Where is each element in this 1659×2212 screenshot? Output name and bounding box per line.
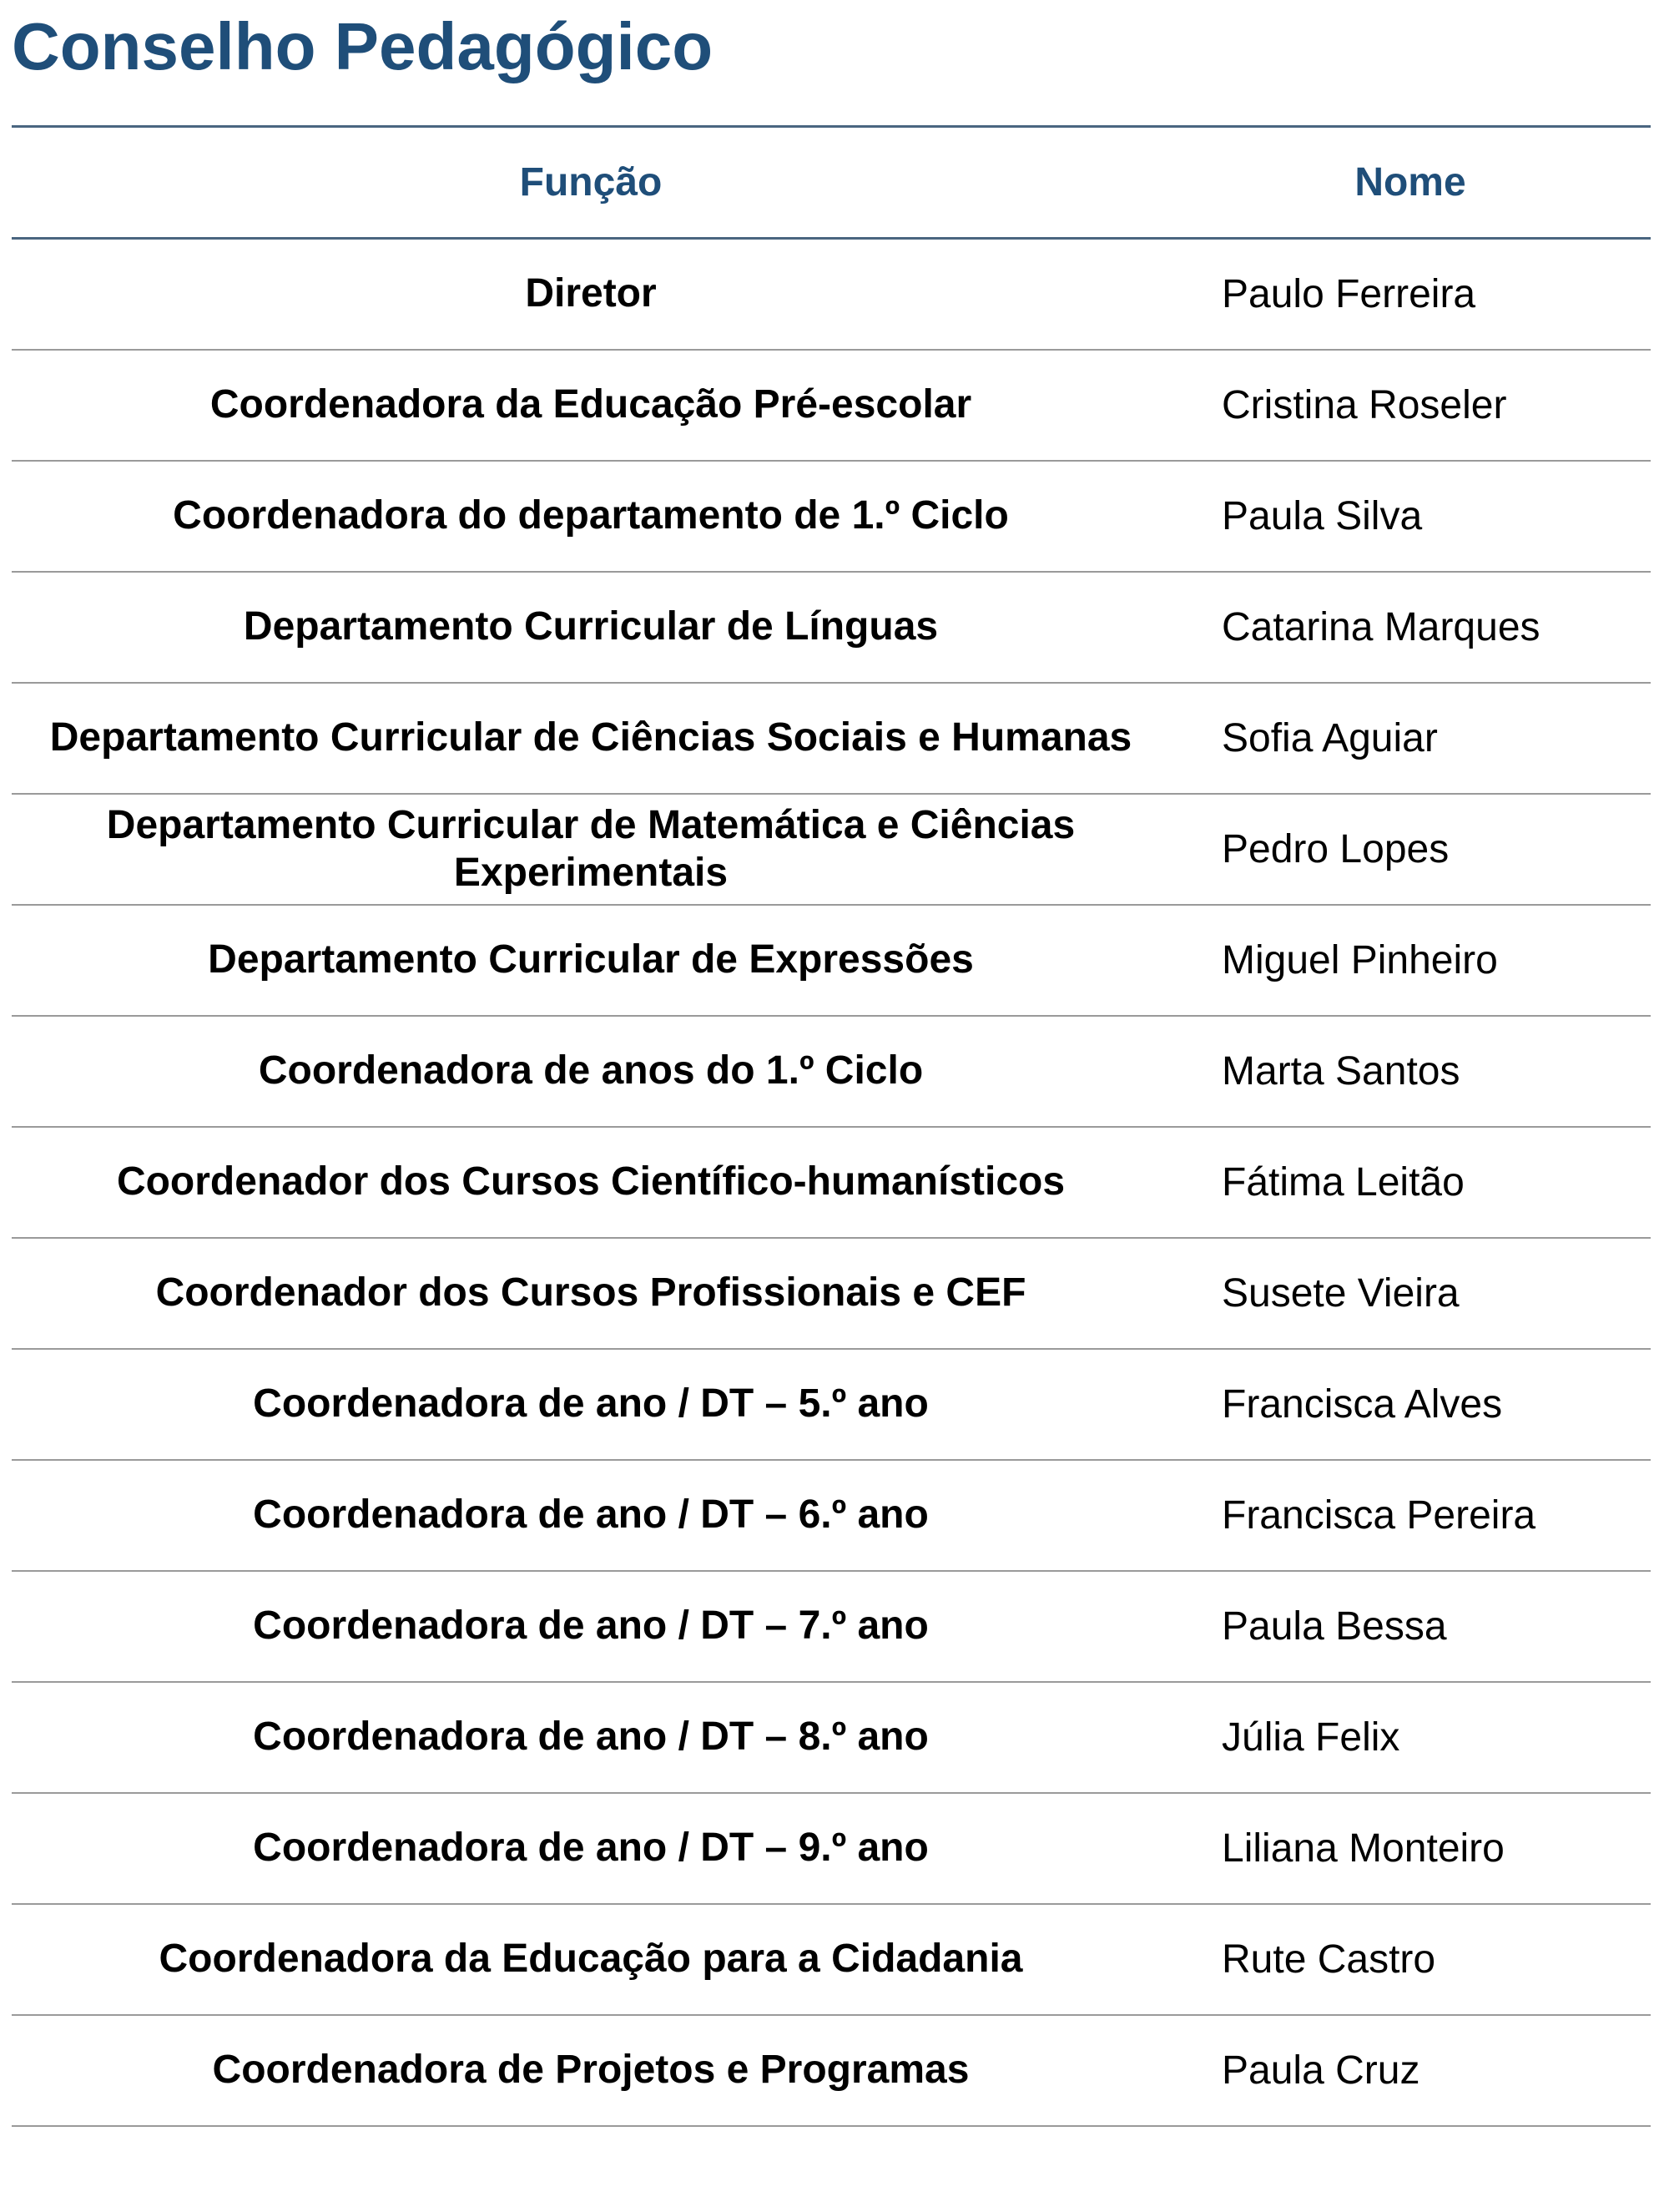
table-row [12, 1904, 1651, 2015]
row-nome: Júlia Felix [1170, 1682, 1651, 1793]
table-row [12, 2015, 1651, 2126]
column-header-nome: Nome [1170, 127, 1651, 239]
row-funcao: Coordenadora de ano / DT – 6.º ano [12, 1460, 1170, 1571]
table-row [12, 1682, 1651, 1793]
row-nome: Francisca Alves [1170, 1349, 1651, 1460]
row-nome: Catarina Marques [1170, 572, 1651, 683]
page-title: Conselho Pedagógico [12, 9, 714, 83]
row-funcao: Coordenadora de ano / DT – 7.º ano [12, 1571, 1170, 1682]
table-row [12, 1238, 1651, 1349]
row-funcao: Departamento Curricular de Línguas [12, 572, 1170, 683]
row-nome: Paula Silva [1170, 461, 1651, 572]
table-row [12, 683, 1651, 794]
table-row [12, 1460, 1651, 1571]
row-funcao: Coordenador dos Cursos Profissionais e CEF [12, 1238, 1170, 1349]
row-nome: Sofia Aguiar [1170, 683, 1651, 794]
row-nome: Paulo Ferreira [1170, 239, 1651, 351]
members-table-container [12, 125, 1651, 2127]
table-row [12, 905, 1651, 1016]
row-funcao: Coordenador dos Cursos Científico-humanísticos [12, 1127, 1170, 1238]
table-header-row [12, 127, 1651, 239]
row-funcao: Diretor [12, 239, 1170, 351]
table-row [12, 1793, 1651, 1904]
table-row [12, 1127, 1651, 1238]
row-nome: Miguel Pinheiro [1170, 905, 1651, 1016]
row-funcao: Coordenadora de Projetos e Programas [12, 2015, 1170, 2126]
row-funcao: Coordenadora de ano / DT – 9.º ano [12, 1793, 1170, 1904]
row-funcao: Coordenadora do departamento de 1.º Ciclo [12, 461, 1170, 572]
row-nome: Cristina Roseler [1170, 350, 1651, 461]
table-row [12, 461, 1651, 572]
row-nome: Pedro Lopes [1170, 794, 1651, 905]
table-row [12, 1349, 1651, 1460]
members-table [12, 125, 1651, 2127]
table-row [12, 239, 1651, 351]
column-header-funcao: Função [12, 127, 1170, 239]
row-nome: Marta Santos [1170, 1016, 1651, 1127]
row-funcao: Coordenadora de anos do 1.º Ciclo [12, 1016, 1170, 1127]
row-funcao: Departamento Curricular de Expressões [12, 905, 1170, 1016]
row-funcao: Coordenadora de ano / DT – 5.º ano [12, 1349, 1170, 1460]
row-funcao: Coordenadora de ano / DT – 8.º ano [12, 1682, 1170, 1793]
table-row [12, 1016, 1651, 1127]
row-funcao: Departamento Curricular de Ciências Sociais e Humanas [12, 683, 1170, 794]
row-nome: Paula Cruz [1170, 2015, 1651, 2126]
table-row [12, 1571, 1651, 1682]
row-funcao: Coordenadora da Educação para a Cidadania [12, 1904, 1170, 2015]
table-row [12, 572, 1651, 683]
row-nome: Liliana Monteiro [1170, 1793, 1651, 1904]
table-row [12, 350, 1651, 461]
row-nome: Rute Castro [1170, 1904, 1651, 2015]
row-funcao: Coordenadora da Educação Pré-escolar [12, 350, 1170, 461]
row-nome: Francisca Pereira [1170, 1460, 1651, 1571]
row-funcao: Departamento Curricular de Matemática e Ciências Experimentais [12, 794, 1170, 905]
table-row [12, 794, 1651, 905]
row-nome: Paula Bessa [1170, 1571, 1651, 1682]
row-nome: Fátima Leitão [1170, 1127, 1651, 1238]
row-nome: Susete Vieira [1170, 1238, 1651, 1349]
